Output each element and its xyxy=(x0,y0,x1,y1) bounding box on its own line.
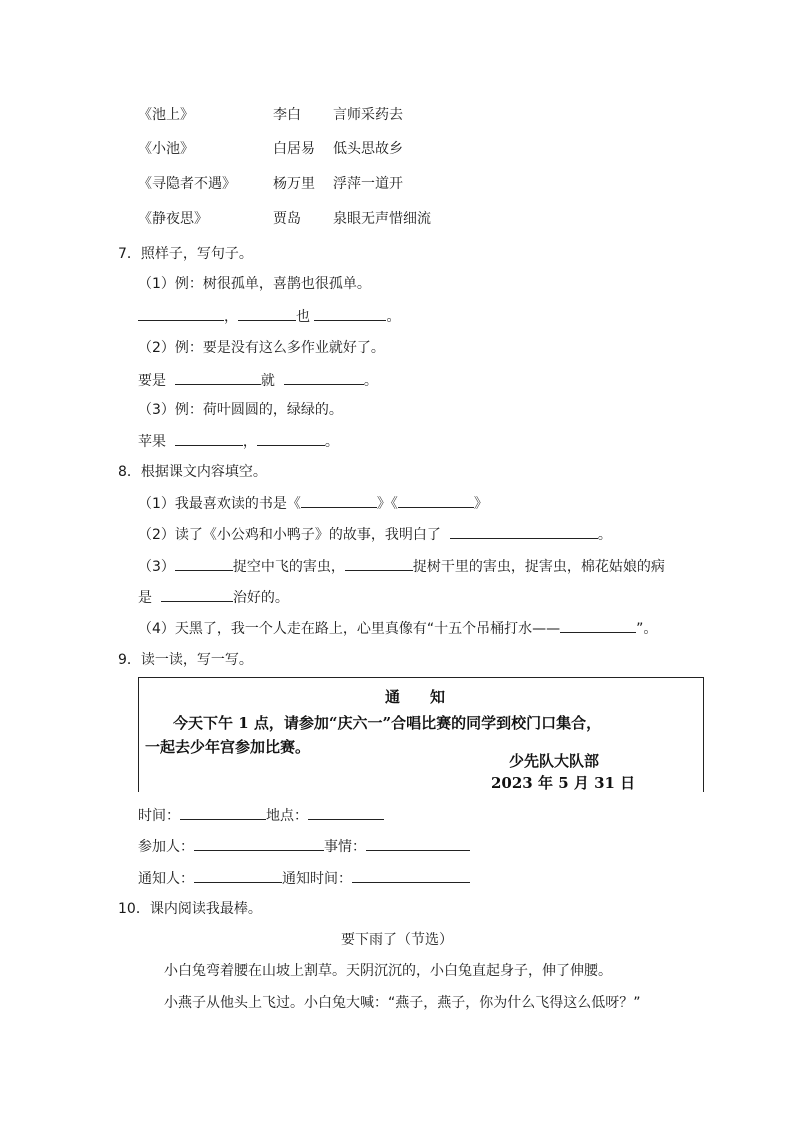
q8-sentence-3-cont xyxy=(138,587,289,608)
blank[interactable] xyxy=(345,556,413,571)
q7-answer-1 xyxy=(138,306,400,327)
text: 捉空中飞的害虫， xyxy=(232,559,345,575)
notifier-label: 通知人： xyxy=(138,871,194,887)
q9-row-2 xyxy=(138,836,470,857)
poem-author-3: 杨万里 xyxy=(273,176,315,192)
q7-example-2: （2）例：要是没有这么多作业就好了。 xyxy=(138,340,385,356)
poem-line-2: 低头思故乡 xyxy=(333,141,403,157)
poem-line-3: 浮萍一道开 xyxy=(333,176,403,192)
passage-paragraph-1: 小白兔弯着腰在山坡上割草。天阴沉沉的，小白兔直起身子，伸了伸腰。 xyxy=(164,963,612,979)
poem-title-2: 《小池》 xyxy=(138,141,194,157)
notice-title: 通 知 xyxy=(385,688,446,706)
participants-blank[interactable] xyxy=(194,836,324,851)
question-7-heading: 7．照样子，写句子。 xyxy=(118,246,253,262)
matter-label: 事情： xyxy=(324,839,366,855)
q7-answer-2 xyxy=(138,370,378,391)
blank[interactable] xyxy=(284,370,364,385)
notice-date: 2023 年 5 月 31 日 xyxy=(491,774,636,792)
blank[interactable] xyxy=(398,493,474,508)
text: ”。 xyxy=(636,621,658,637)
text: （2）读了《小公鸡和小鸭子》的故事，我明白了 xyxy=(138,527,441,543)
punct: ， xyxy=(242,434,257,450)
passage-title: 要下雨了（节选） xyxy=(341,932,453,948)
question-8-heading: 8．根据课文内容填空。 xyxy=(118,464,267,480)
time-label: 时间： xyxy=(138,808,180,824)
blank[interactable] xyxy=(138,306,224,321)
blank[interactable] xyxy=(238,306,296,321)
poem-title-4: 《静夜思》 xyxy=(138,211,208,227)
text: 。 xyxy=(597,527,612,543)
q8-sentence-1 xyxy=(138,493,488,514)
question-10-heading: 10．课内阅读我最棒。 xyxy=(118,901,262,917)
q8-sentence-4 xyxy=(138,618,657,639)
q9-row-3 xyxy=(138,868,470,889)
time-blank[interactable] xyxy=(180,805,266,820)
poem-title-1: 《池上》 xyxy=(138,107,194,123)
q9-row-1 xyxy=(138,805,384,826)
place-blank[interactable] xyxy=(308,805,384,820)
matter-blank[interactable] xyxy=(366,836,470,851)
blank[interactable] xyxy=(560,618,636,633)
blank[interactable] xyxy=(450,524,598,539)
poem-line-4: 泉眼无声惜细流 xyxy=(333,211,431,227)
punct: 。 xyxy=(324,434,339,450)
blank[interactable] xyxy=(301,493,377,508)
punct: 。 xyxy=(386,309,401,325)
poem-line-1: 言师采药去 xyxy=(333,107,403,123)
q7-answer-3 xyxy=(138,431,339,452)
blank[interactable] xyxy=(175,370,261,385)
text: 是 xyxy=(138,590,152,606)
text: （4）天黑了，我一个人走在路上，心里真像有“十五个吊桶打水—— xyxy=(138,621,561,637)
notice-time-label: 通知时间： xyxy=(282,871,352,887)
q8-sentence-2 xyxy=(138,524,612,545)
word-jiu: 就 xyxy=(260,373,275,389)
question-9-heading: 9．读一读，写一写。 xyxy=(118,652,253,668)
q8-sentence-3 xyxy=(138,556,665,577)
text: 捉树干里的害虫，捉害虫，棉花姑娘的病 xyxy=(412,559,665,575)
q7-example-1: （1）例：树很孤单，喜鹊也很孤单。 xyxy=(138,276,371,292)
text: 治好的。 xyxy=(232,590,289,606)
notifier-blank[interactable] xyxy=(194,868,282,883)
punct: ， xyxy=(224,309,238,325)
word-apple: 苹果 xyxy=(138,434,166,450)
text: 》《 xyxy=(376,496,398,512)
blank[interactable] xyxy=(175,556,233,571)
blank[interactable] xyxy=(175,431,243,446)
blank[interactable] xyxy=(314,306,386,321)
notice-body-line-2: 一起去少年宫参加比赛。 xyxy=(145,738,311,756)
blank[interactable] xyxy=(161,587,233,602)
notice-signature: 少先队大队部 xyxy=(509,752,600,770)
participants-label: 参加人： xyxy=(138,839,194,855)
q7-example-3: （3）例：荷叶圆圆的，绿绿的。 xyxy=(138,402,343,418)
word-yaoshi: 要是 xyxy=(138,373,166,389)
text: 》 xyxy=(473,496,488,512)
poem-author-2: 白居易 xyxy=(273,141,315,157)
passage-paragraph-2: 小燕子从他头上飞过。小白兔大喊：“燕子，燕子，你为什么飞得这么低呀？” xyxy=(164,995,641,1011)
place-label: 地点： xyxy=(266,808,308,824)
text: （3） xyxy=(138,559,175,575)
word-ye: 也 xyxy=(296,309,310,325)
text: （1）我最喜欢读的书是《 xyxy=(138,496,301,512)
blank[interactable] xyxy=(257,431,325,446)
poem-author-1: 李白 xyxy=(273,107,301,123)
notice-time-blank[interactable] xyxy=(352,868,470,883)
notice-box xyxy=(138,677,704,792)
poem-title-3: 《寻隐者不遇》 xyxy=(138,176,236,192)
notice-body-line-1: 今天下午 1 点，请参加“庆六一”合唱比赛的同学到校门口集合， xyxy=(173,714,602,732)
poem-author-4: 贾岛 xyxy=(273,211,301,227)
punct: 。 xyxy=(363,373,378,389)
